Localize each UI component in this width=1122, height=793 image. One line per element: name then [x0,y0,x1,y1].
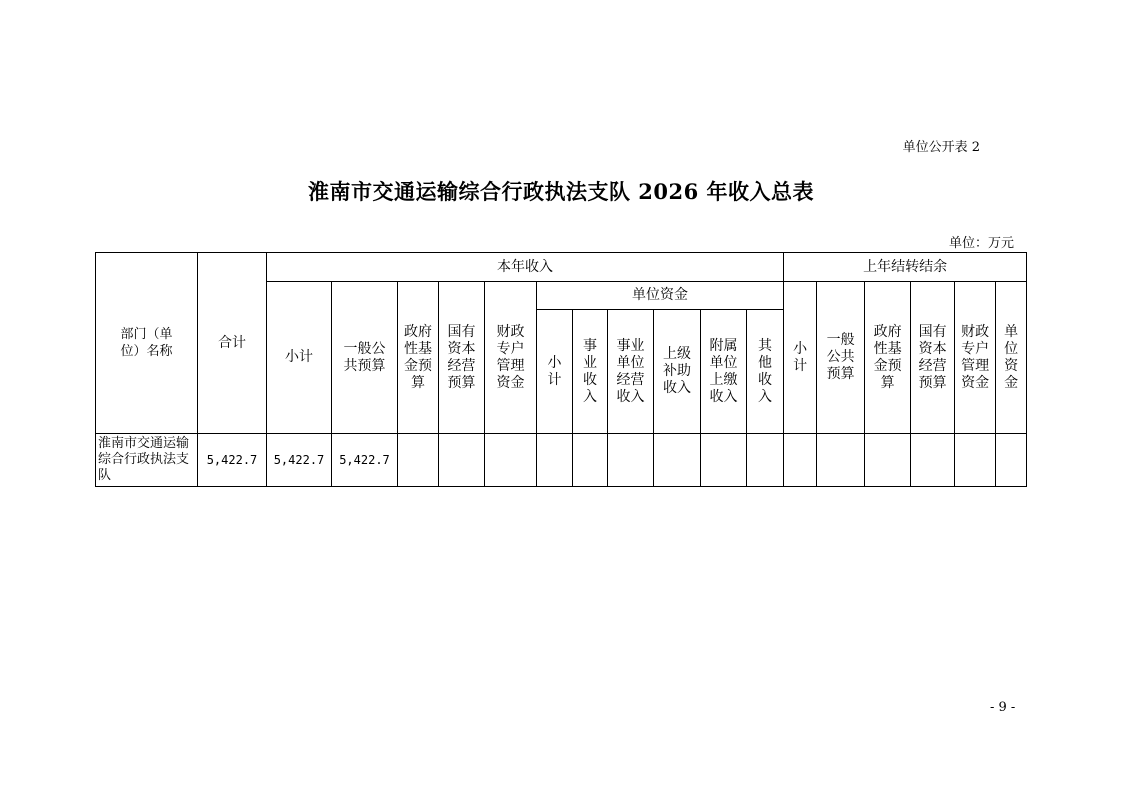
header-total: 合计 [198,253,267,434]
row-uf-other-income [747,434,784,487]
header-ty-general-budget: 一般公共预算 [332,282,398,434]
row-uf-subsidy-income [654,434,701,487]
header-uf-business-ops-income: 事业单位经营收入 [608,310,654,434]
header-unit-funds: 单位资金 [537,282,784,310]
row-ly-unit-funds [996,434,1027,487]
row-uf-subtotal [537,434,573,487]
header-dept-name: 部门（单位）名称 [96,253,198,434]
table-row [96,434,1027,487]
table-number-label: 单位公开表 2 [902,140,980,155]
row-total: 5,422.7 [198,434,267,487]
row-dept-name: 淮南市交通运输综合行政执法支队 [96,434,198,487]
header-ly-general-budget: 一般公共预算 [817,282,865,434]
row-ly-gov-fund-budget [865,434,911,487]
header-ly-state-capital-budget: 国有资本经营预算 [911,282,955,434]
header-uf-subtotal: 小计 [537,310,573,434]
header-ty-gov-fund-budget: 政府性基金预算 [398,282,439,434]
header-ly-unit-funds: 单位资金 [996,282,1027,434]
row-ly-fiscal-special-funds [955,434,996,487]
page-number: - 9 - [990,700,1016,715]
header-ty-subtotal: 小计 [267,282,332,434]
income-summary-table [95,252,1027,487]
row-ly-general-budget [817,434,865,487]
document-title: 淮南市交通运输综合行政执法支队 2026 年收入总表 [307,179,815,204]
header-uf-business-income: 事业收入 [573,310,608,434]
header-uf-affiliated-income: 附属单位上缴收入 [701,310,747,434]
header-ly-gov-fund-budget: 政府性基金预算 [865,282,911,434]
header-last-year-carryover: 上年结转结余 [784,253,1027,282]
header-ty-fiscal-special-funds: 财政专户管理资金 [485,282,537,434]
row-ty-fiscal-special-funds [485,434,537,487]
row-ty-subtotal: 5,422.7 [267,434,332,487]
header-ly-subtotal: 小计 [784,282,817,434]
row-uf-business-ops-income [608,434,654,487]
row-uf-affiliated-income [701,434,747,487]
header-uf-subsidy-income: 上级补助收入 [654,310,701,434]
header-ty-state-capital-budget: 国有资本经营预算 [439,282,485,434]
unit-label: 单位：万元 [948,236,1014,251]
row-ly-state-capital-budget [911,434,955,487]
header-ly-fiscal-special-funds: 财政专户管理资金 [955,282,996,434]
row-ty-gov-fund-budget [398,434,439,487]
row-ty-state-capital-budget [439,434,485,487]
row-ty-general-budget: 5,422.7 [332,434,398,487]
header-uf-other-income: 其他收入 [747,310,784,434]
row-ly-subtotal [784,434,817,487]
header-this-year-income: 本年收入 [267,253,784,282]
row-uf-business-income [573,434,608,487]
